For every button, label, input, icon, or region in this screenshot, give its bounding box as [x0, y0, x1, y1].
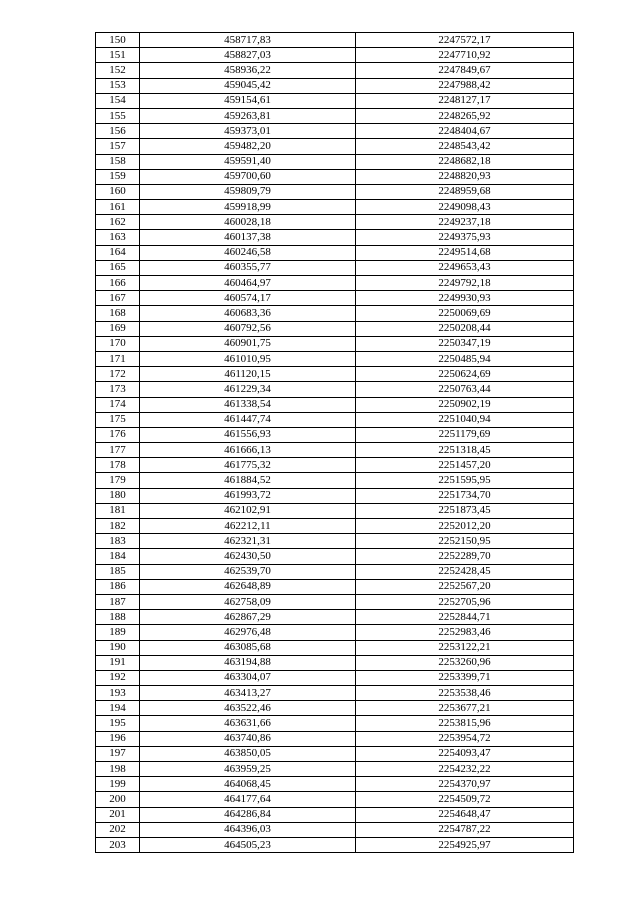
x-coordinate-cell: 460355,77	[140, 260, 356, 275]
y-coordinate-cell: 2252705,96	[356, 594, 574, 609]
x-coordinate-cell: 462102,91	[140, 503, 356, 518]
y-coordinate-cell: 2248127,17	[356, 93, 574, 108]
point-number-cell: 181	[96, 503, 140, 518]
point-number-cell: 154	[96, 93, 140, 108]
table-row	[96, 351, 574, 366]
point-number-cell: 157	[96, 139, 140, 154]
x-coordinate-cell: 462212,11	[140, 519, 356, 534]
table-row	[96, 549, 574, 564]
table-row	[96, 78, 574, 93]
table-row	[96, 63, 574, 78]
table-row	[96, 488, 574, 503]
point-number-cell: 163	[96, 230, 140, 245]
table-row	[96, 731, 574, 746]
table-row	[96, 503, 574, 518]
table-row	[96, 336, 574, 351]
point-number-cell: 179	[96, 473, 140, 488]
x-coordinate-cell: 460574,17	[140, 291, 356, 306]
y-coordinate-cell: 2251873,45	[356, 503, 574, 518]
y-coordinate-cell: 2254093,47	[356, 746, 574, 761]
x-coordinate-cell: 464396,03	[140, 822, 356, 837]
y-coordinate-cell: 2249375,93	[356, 230, 574, 245]
table-row	[96, 746, 574, 761]
y-coordinate-cell: 2248682,18	[356, 154, 574, 169]
x-coordinate-cell: 458936,22	[140, 63, 356, 78]
point-number-cell: 199	[96, 777, 140, 792]
point-number-cell: 194	[96, 701, 140, 716]
y-coordinate-cell: 2251457,20	[356, 458, 574, 473]
y-coordinate-cell: 2250485,94	[356, 351, 574, 366]
x-coordinate-cell: 461010,95	[140, 351, 356, 366]
table-row	[96, 397, 574, 412]
point-number-cell: 180	[96, 488, 140, 503]
table-row	[96, 443, 574, 458]
y-coordinate-cell: 2249237,18	[356, 215, 574, 230]
table-row	[96, 458, 574, 473]
x-coordinate-cell: 463740,86	[140, 731, 356, 746]
table-row	[96, 655, 574, 670]
x-coordinate-cell: 461666,13	[140, 443, 356, 458]
y-coordinate-cell: 2254370,97	[356, 777, 574, 792]
point-number-cell: 196	[96, 731, 140, 746]
table-row	[96, 382, 574, 397]
point-number-cell: 173	[96, 382, 140, 397]
point-number-cell: 193	[96, 686, 140, 701]
y-coordinate-cell: 2248820,93	[356, 169, 574, 184]
x-coordinate-cell: 461447,74	[140, 412, 356, 427]
point-number-cell: 203	[96, 837, 140, 852]
table-row	[96, 716, 574, 731]
table-row	[96, 670, 574, 685]
point-number-cell: 161	[96, 200, 140, 215]
y-coordinate-cell: 2252150,95	[356, 534, 574, 549]
y-coordinate-cell: 2250902,19	[356, 397, 574, 412]
x-coordinate-cell: 463194,88	[140, 655, 356, 670]
x-coordinate-cell: 462867,29	[140, 610, 356, 625]
y-coordinate-cell: 2248265,92	[356, 108, 574, 123]
table-row	[96, 124, 574, 139]
y-coordinate-cell: 2249514,68	[356, 245, 574, 260]
point-number-cell: 160	[96, 184, 140, 199]
y-coordinate-cell: 2252983,46	[356, 625, 574, 640]
x-coordinate-cell: 462758,09	[140, 594, 356, 609]
table-row	[96, 184, 574, 199]
table-row	[96, 534, 574, 549]
y-coordinate-cell: 2252012,20	[356, 519, 574, 534]
point-number-cell: 151	[96, 48, 140, 63]
point-number-cell: 168	[96, 306, 140, 321]
table-row	[96, 610, 574, 625]
point-number-cell: 191	[96, 655, 140, 670]
table-row	[96, 837, 574, 852]
point-number-cell: 166	[96, 276, 140, 291]
point-number-cell: 174	[96, 397, 140, 412]
x-coordinate-cell: 458717,83	[140, 33, 356, 48]
point-number-cell: 165	[96, 260, 140, 275]
y-coordinate-cell: 2247988,42	[356, 78, 574, 93]
x-coordinate-cell: 462430,50	[140, 549, 356, 564]
point-number-cell: 189	[96, 625, 140, 640]
table-row	[96, 169, 574, 184]
y-coordinate-cell: 2247572,17	[356, 33, 574, 48]
point-number-cell: 164	[96, 245, 140, 260]
y-coordinate-cell: 2254232,22	[356, 762, 574, 777]
x-coordinate-cell: 462976,48	[140, 625, 356, 640]
x-coordinate-cell: 460028,18	[140, 215, 356, 230]
table-row	[96, 367, 574, 382]
y-coordinate-cell: 2252289,70	[356, 549, 574, 564]
point-number-cell: 190	[96, 640, 140, 655]
x-coordinate-cell: 463304,07	[140, 670, 356, 685]
x-coordinate-cell: 461993,72	[140, 488, 356, 503]
x-coordinate-cell: 463959,25	[140, 762, 356, 777]
y-coordinate-cell: 2253954,72	[356, 731, 574, 746]
table-row	[96, 579, 574, 594]
y-coordinate-cell: 2251318,45	[356, 443, 574, 458]
table-row	[96, 215, 574, 230]
point-number-cell: 167	[96, 291, 140, 306]
y-coordinate-cell: 2254648,47	[356, 807, 574, 822]
point-number-cell: 202	[96, 822, 140, 837]
x-coordinate-cell: 459809,79	[140, 184, 356, 199]
x-coordinate-cell: 462321,31	[140, 534, 356, 549]
x-coordinate-cell: 461775,32	[140, 458, 356, 473]
table-row	[96, 822, 574, 837]
y-coordinate-cell: 2251734,70	[356, 488, 574, 503]
x-coordinate-cell: 459700,60	[140, 169, 356, 184]
point-number-cell: 197	[96, 746, 140, 761]
y-coordinate-cell: 2249792,18	[356, 276, 574, 291]
y-coordinate-cell: 2249098,43	[356, 200, 574, 215]
x-coordinate-cell: 463522,46	[140, 701, 356, 716]
table-row	[96, 625, 574, 640]
table-row	[96, 594, 574, 609]
x-coordinate-cell: 460792,56	[140, 321, 356, 336]
point-number-cell: 185	[96, 564, 140, 579]
table-row	[96, 519, 574, 534]
point-number-cell: 188	[96, 610, 140, 625]
y-coordinate-cell: 2252567,20	[356, 579, 574, 594]
y-coordinate-cell: 2250208,44	[356, 321, 574, 336]
x-coordinate-cell: 461120,15	[140, 367, 356, 382]
point-number-cell: 155	[96, 108, 140, 123]
y-coordinate-cell: 2254925,97	[356, 837, 574, 852]
y-coordinate-cell: 2251179,69	[356, 427, 574, 442]
x-coordinate-cell: 459591,40	[140, 154, 356, 169]
x-coordinate-cell: 464505,23	[140, 837, 356, 852]
x-coordinate-cell: 461556,93	[140, 427, 356, 442]
table-row	[96, 276, 574, 291]
table-row	[96, 792, 574, 807]
table-row	[96, 154, 574, 169]
x-coordinate-cell: 459482,20	[140, 139, 356, 154]
x-coordinate-cell: 464177,64	[140, 792, 356, 807]
y-coordinate-cell: 2253538,46	[356, 686, 574, 701]
point-number-cell: 159	[96, 169, 140, 184]
x-coordinate-cell: 461884,52	[140, 473, 356, 488]
point-number-cell: 169	[96, 321, 140, 336]
x-coordinate-cell: 462648,89	[140, 579, 356, 594]
x-coordinate-cell: 461229,34	[140, 382, 356, 397]
x-coordinate-cell: 460683,36	[140, 306, 356, 321]
x-coordinate-cell: 463413,27	[140, 686, 356, 701]
y-coordinate-cell: 2250624,69	[356, 367, 574, 382]
x-coordinate-cell: 463631,66	[140, 716, 356, 731]
table-row	[96, 306, 574, 321]
point-number-cell: 176	[96, 427, 140, 442]
table-row	[96, 777, 574, 792]
y-coordinate-cell: 2250763,44	[356, 382, 574, 397]
y-coordinate-cell: 2249930,93	[356, 291, 574, 306]
x-coordinate-cell: 463085,68	[140, 640, 356, 655]
y-coordinate-cell: 2253815,96	[356, 716, 574, 731]
y-coordinate-cell: 2250069,69	[356, 306, 574, 321]
point-number-cell: 177	[96, 443, 140, 458]
point-number-cell: 156	[96, 124, 140, 139]
x-coordinate-cell: 459918,99	[140, 200, 356, 215]
point-number-cell: 153	[96, 78, 140, 93]
table-row	[96, 245, 574, 260]
point-number-cell: 171	[96, 351, 140, 366]
x-coordinate-cell: 464068,45	[140, 777, 356, 792]
y-coordinate-cell: 2253677,21	[356, 701, 574, 716]
y-coordinate-cell: 2251595,95	[356, 473, 574, 488]
y-coordinate-cell: 2252844,71	[356, 610, 574, 625]
table-row	[96, 260, 574, 275]
point-number-cell: 178	[96, 458, 140, 473]
point-number-cell: 198	[96, 762, 140, 777]
table-row	[96, 93, 574, 108]
y-coordinate-cell: 2251040,94	[356, 412, 574, 427]
table-row	[96, 701, 574, 716]
y-coordinate-cell: 2249653,43	[356, 260, 574, 275]
table-row	[96, 33, 574, 48]
table-row	[96, 640, 574, 655]
point-number-cell: 195	[96, 716, 140, 731]
table-row	[96, 108, 574, 123]
y-coordinate-cell: 2247849,67	[356, 63, 574, 78]
y-coordinate-cell: 2253399,71	[356, 670, 574, 685]
table-row	[96, 564, 574, 579]
table-row	[96, 427, 574, 442]
point-number-cell: 162	[96, 215, 140, 230]
table-row	[96, 321, 574, 336]
y-coordinate-cell: 2253122,21	[356, 640, 574, 655]
y-coordinate-cell: 2247710,92	[356, 48, 574, 63]
point-number-cell: 158	[96, 154, 140, 169]
table-row	[96, 291, 574, 306]
point-number-cell: 172	[96, 367, 140, 382]
table-row	[96, 200, 574, 215]
y-coordinate-cell: 2248959,68	[356, 184, 574, 199]
point-number-cell: 182	[96, 519, 140, 534]
point-number-cell: 187	[96, 594, 140, 609]
x-coordinate-cell: 459045,42	[140, 78, 356, 93]
table-row	[96, 807, 574, 822]
x-coordinate-cell: 459263,81	[140, 108, 356, 123]
table-row	[96, 412, 574, 427]
y-coordinate-cell: 2250347,19	[356, 336, 574, 351]
coordinates-table	[95, 32, 574, 853]
point-number-cell: 186	[96, 579, 140, 594]
y-coordinate-cell: 2254509,72	[356, 792, 574, 807]
table-row	[96, 473, 574, 488]
x-coordinate-cell: 460901,75	[140, 336, 356, 351]
point-number-cell: 152	[96, 63, 140, 78]
x-coordinate-cell: 464286,84	[140, 807, 356, 822]
x-coordinate-cell: 460137,38	[140, 230, 356, 245]
x-coordinate-cell: 463850,05	[140, 746, 356, 761]
table-row	[96, 139, 574, 154]
y-coordinate-cell: 2253260,96	[356, 655, 574, 670]
x-coordinate-cell: 462539,70	[140, 564, 356, 579]
table-row	[96, 230, 574, 245]
table-row	[96, 686, 574, 701]
point-number-cell: 150	[96, 33, 140, 48]
x-coordinate-cell: 460246,58	[140, 245, 356, 260]
point-number-cell: 175	[96, 412, 140, 427]
x-coordinate-cell: 459154,61	[140, 93, 356, 108]
point-number-cell: 183	[96, 534, 140, 549]
x-coordinate-cell: 461338,54	[140, 397, 356, 412]
y-coordinate-cell: 2248404,67	[356, 124, 574, 139]
x-coordinate-cell: 458827,03	[140, 48, 356, 63]
point-number-cell: 200	[96, 792, 140, 807]
y-coordinate-cell: 2252428,45	[356, 564, 574, 579]
x-coordinate-cell: 460464,97	[140, 276, 356, 291]
table-row	[96, 48, 574, 63]
y-coordinate-cell: 2254787,22	[356, 822, 574, 837]
point-number-cell: 192	[96, 670, 140, 685]
point-number-cell: 184	[96, 549, 140, 564]
x-coordinate-cell: 459373,01	[140, 124, 356, 139]
table-row	[96, 762, 574, 777]
y-coordinate-cell: 2248543,42	[356, 139, 574, 154]
point-number-cell: 170	[96, 336, 140, 351]
coordinates-table-body	[96, 33, 574, 853]
point-number-cell: 201	[96, 807, 140, 822]
